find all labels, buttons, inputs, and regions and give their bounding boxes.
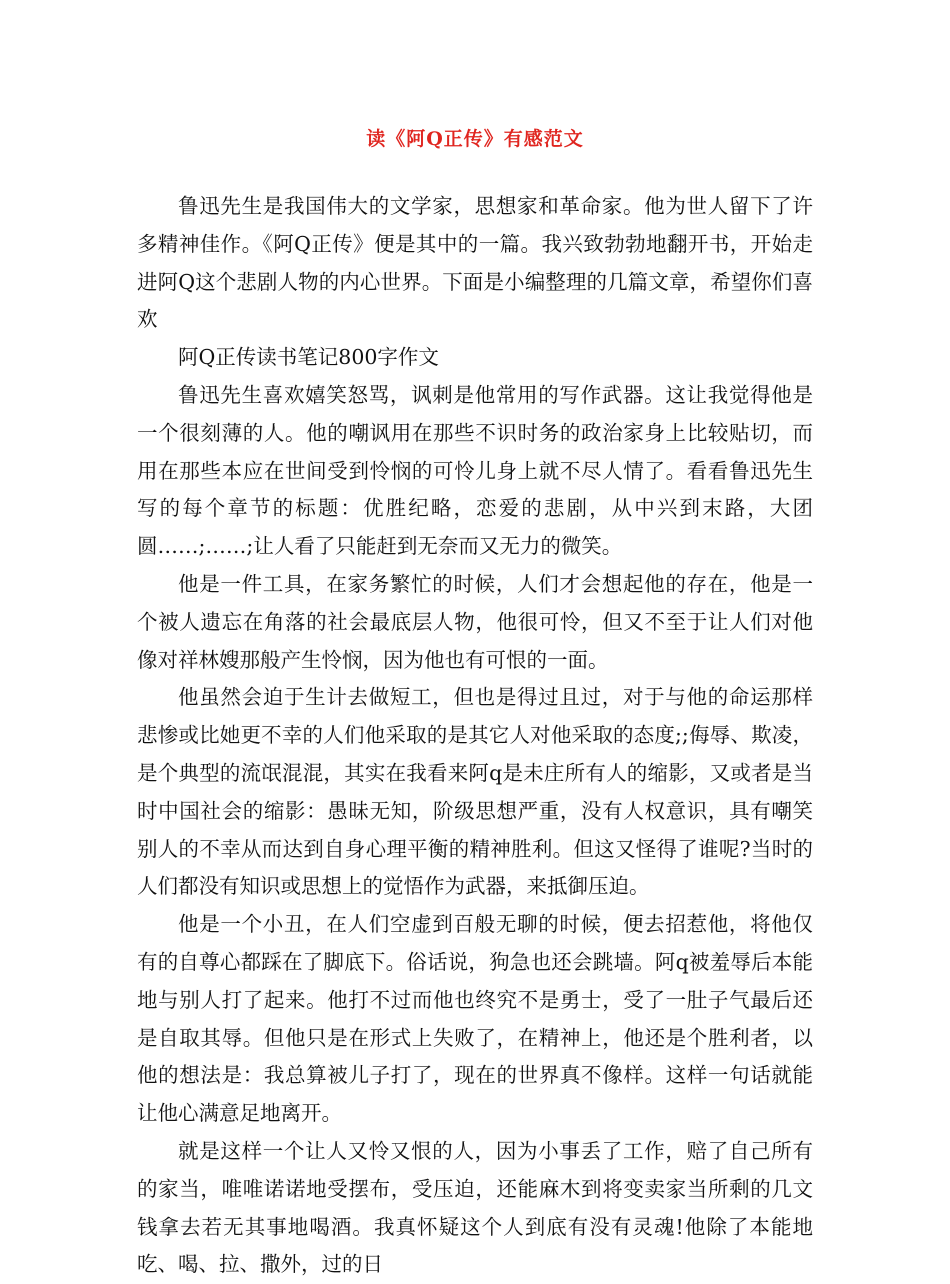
paragraph-5: 就是这样一个让人又怜又恨的人，因为小事丢了工作，赔了自己所有的家当，唯唯诺诺地受摆布，受压迫，还能麻木到将变卖家当所剩的几文钱拿去若无其事地喝酒。我真怀疑这个人到底有没有灵魂!他除了本能地吃、喝、拉、撒外，过的日	[137, 1138, 813, 1277]
document-title: 读《阿Q正传》有感范文	[366, 128, 584, 150]
paragraph-3: 他虽然会迫于生计去做短工，但也是得过且过，对于与他的命运那样悲惨或比她更不幸的人们他采取的是其它人对他采取的态度;;侮辱、欺凌，是个典型的流氓混混，其实在我看来阿q是未庄所有人的缩影，又或者是当时中国社会的缩影：愚昧无知，阶级思想严重，没有人权意识，具有嘲笑别人的不幸从而达到自身心理平衡的精神胜利。但这又怪得了谁呢?当时的人们都没有知识或思想上的觉悟作为武器，来抵御压迫。	[137, 685, 813, 899]
paragraph-4: 他是一个小丑，在人们空虚到百般无聊的时候，便去招惹他，将他仅有的自尊心都踩在了脚底下。俗话说，狗急也还会跳墙。阿q被羞辱后本能地与别人打了起来。他打不过而他也终究不是勇士，受了一肚子气最后还是自取其辱。但他只是在形式上失败了，在精神上，他还是个胜利者，以他的想法是：我总算被儿子打了，现在的世界真不像样。这样一句话就能让他心满意足地离开。	[137, 912, 813, 1126]
paragraph-2: 他是一件工具，在家务繁忙的时候，人们才会想起他的存在，他是一个被人遗忘在角落的社会最底层人物，他很可怜，但又不至于让人们对他像对祥林嫂那般产生怜悯，因为他也有可恨的一面。	[137, 571, 813, 672]
document-body	[137, 188, 813, 1284]
paragraph-1: 鲁迅先生喜欢嬉笑怒骂，讽刺是他常用的写作武器。这让我觉得他是一个很刻薄的人。他的嘲讽用在那些不识时务的政治家身上比较贴切，而用在那些本应在世间受到怜悯的可怜儿身上就不尽人情了。看看鲁迅先生写的每个章节的标题：优胜纪略，恋爱的悲剧，从中兴到末路，大团圆……;……;让人看了只能赶到无奈而又无力的微笑。	[137, 382, 813, 559]
paragraph-subheading: 阿Q正传读书笔记800字作文	[178, 345, 439, 370]
paragraph-intro: 鲁迅先生是我国伟大的文学家，思想家和革命家。他为世人留下了许多精神佳作。《阿Q正传》便是其中的一篇。我兴致勃勃地翻开书，开始走进阿Q这个悲剧人物的内心世界。下面是小编整理的几篇文章，希望你们喜欢	[137, 194, 813, 332]
